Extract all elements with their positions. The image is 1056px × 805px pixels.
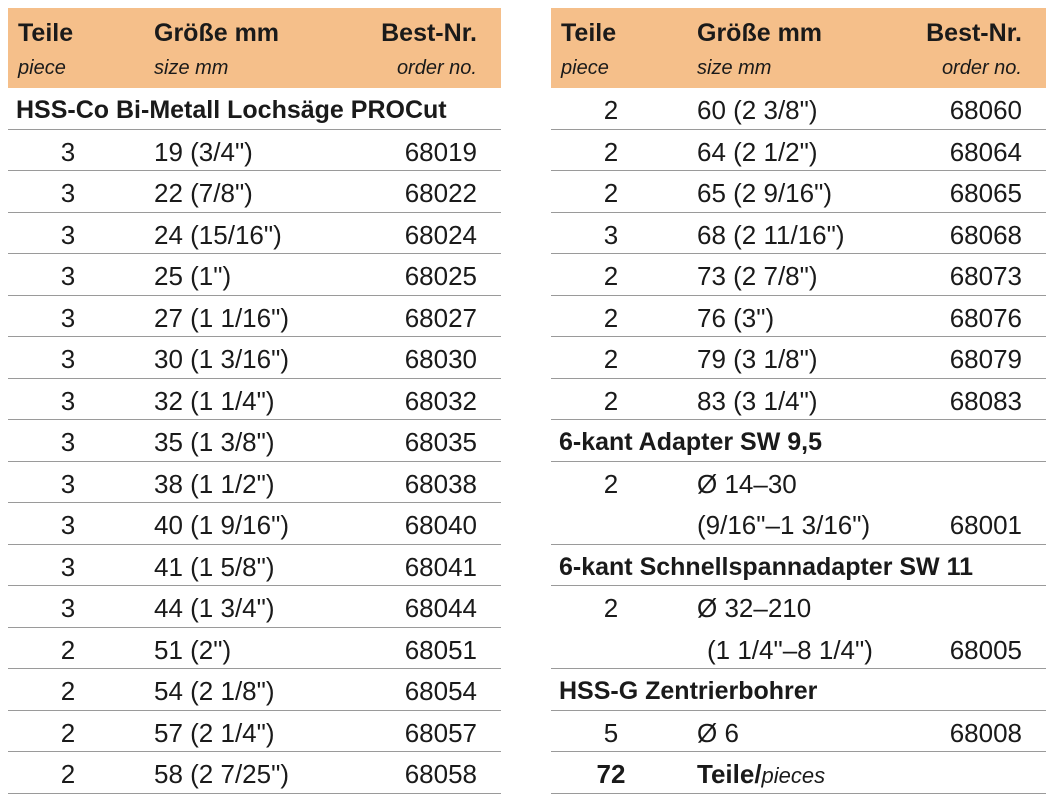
table-row bbox=[551, 296, 1046, 338]
qty-cell: 3 bbox=[60, 468, 76, 499]
order-cell: 68032 bbox=[404, 385, 477, 416]
table-row bbox=[8, 379, 501, 421]
order-cell: 68079 bbox=[949, 344, 1022, 374]
order-cell: 68060 bbox=[949, 95, 1022, 125]
order-cell: 68057 bbox=[404, 717, 477, 748]
qty-cell: 3 bbox=[60, 302, 76, 333]
total-label-en: pieces bbox=[761, 763, 826, 788]
table-row bbox=[8, 337, 501, 379]
order-cell: 68058 bbox=[404, 759, 477, 789]
qty-cell: 3 bbox=[60, 344, 76, 374]
table-row bbox=[8, 130, 501, 172]
header-order: Best-Nr. bbox=[381, 19, 477, 47]
size-cell: 60 (2 3/8") bbox=[697, 95, 818, 125]
order-cell: 68005 bbox=[949, 634, 1022, 665]
table-row bbox=[8, 213, 501, 255]
size-cell: (9/16"–1 3/16") bbox=[697, 510, 871, 540]
table-row bbox=[551, 586, 1046, 628]
section-title: 6-kant Schnellspannadapter SW 11 bbox=[559, 552, 974, 581]
table-row bbox=[551, 88, 1046, 130]
qty-cell: 3 bbox=[60, 593, 76, 623]
table-row bbox=[8, 586, 501, 628]
size-cell: 38 (1 1/2") bbox=[154, 468, 275, 499]
header-size: Größe mm bbox=[697, 19, 823, 47]
qty-cell: 3 bbox=[603, 219, 619, 250]
header-qty-sub: piece bbox=[561, 57, 609, 79]
table-row bbox=[8, 462, 501, 504]
order-cell: 68044 bbox=[404, 593, 477, 623]
size-cell: 57 (2 1/4") bbox=[154, 717, 275, 748]
qty-cell: 2 bbox=[603, 468, 619, 499]
qty-cell: 3 bbox=[60, 551, 76, 582]
size-cell: Ø 32–210 bbox=[697, 593, 812, 623]
section-row bbox=[551, 545, 1046, 587]
section-title: 6-kant Adapter SW 9,5 bbox=[559, 428, 823, 456]
qty-cell: 5 bbox=[603, 717, 619, 748]
parts-table-right bbox=[551, 8, 1046, 794]
qty-cell: 3 bbox=[60, 261, 76, 291]
table-row bbox=[551, 130, 1046, 172]
qty-cell: 3 bbox=[60, 136, 76, 167]
qty-cell: 2 bbox=[603, 136, 619, 167]
table-row bbox=[8, 752, 501, 794]
table-row bbox=[551, 379, 1046, 421]
section-row bbox=[551, 669, 1046, 711]
qty-cell: 2 bbox=[60, 634, 76, 665]
size-cell: 27 (1 1/16") bbox=[154, 302, 289, 333]
order-cell: 68022 bbox=[404, 178, 477, 208]
order-cell: 68065 bbox=[949, 178, 1022, 208]
total-qty: 72 bbox=[596, 759, 626, 789]
size-cell: 73 (2 7/8") bbox=[697, 261, 818, 291]
qty-cell: 3 bbox=[60, 427, 76, 457]
qty-cell: 2 bbox=[603, 178, 619, 208]
size-cell: 24 (15/16") bbox=[154, 219, 282, 250]
size-cell: 35 (1 3/8") bbox=[154, 427, 275, 457]
order-cell: 68064 bbox=[949, 136, 1022, 167]
table-row bbox=[551, 171, 1046, 213]
section-row bbox=[8, 88, 501, 130]
order-cell: 68008 bbox=[949, 717, 1022, 748]
order-cell: 68073 bbox=[949, 261, 1022, 291]
size-cell: (1 1/4"–8 1/4") bbox=[707, 634, 873, 665]
order-cell: 68083 bbox=[949, 385, 1022, 416]
size-cell: 64 (2 1/2") bbox=[697, 136, 818, 167]
section-row bbox=[551, 420, 1046, 462]
table-row bbox=[551, 628, 1046, 670]
parts-table-left bbox=[8, 8, 501, 794]
table-row bbox=[8, 296, 501, 338]
size-cell: 54 (2 1/8") bbox=[154, 676, 275, 706]
order-cell: 68041 bbox=[404, 551, 477, 582]
qty-cell: 2 bbox=[603, 261, 619, 291]
table-row bbox=[551, 711, 1046, 753]
size-cell: Ø 6 bbox=[697, 717, 739, 748]
size-cell: 22 (7/8") bbox=[154, 178, 253, 208]
table-row bbox=[551, 462, 1046, 504]
qty-cell: 2 bbox=[603, 593, 619, 623]
qty-cell: 2 bbox=[603, 95, 619, 125]
total-label-de: Teile/ bbox=[697, 759, 762, 789]
header-size-sub: size mm bbox=[154, 57, 229, 79]
total-label bbox=[697, 760, 825, 790]
header-size-sub: size mm bbox=[697, 57, 772, 79]
order-cell: 68076 bbox=[949, 302, 1022, 333]
table-row bbox=[551, 337, 1046, 379]
size-cell: 76 (3") bbox=[697, 302, 775, 333]
table-row bbox=[551, 213, 1046, 255]
qty-cell: 2 bbox=[60, 759, 76, 789]
qty-cell: 2 bbox=[603, 344, 619, 374]
qty-cell: 2 bbox=[603, 385, 619, 416]
size-cell: 41 (1 5/8") bbox=[154, 551, 275, 582]
order-cell: 68051 bbox=[404, 634, 477, 665]
table-row bbox=[551, 254, 1046, 296]
size-cell: 30 (1 3/16") bbox=[154, 344, 289, 374]
size-cell: 79 (3 1/8") bbox=[697, 344, 818, 374]
table-row bbox=[8, 545, 501, 587]
qty-cell: 2 bbox=[60, 717, 76, 748]
order-cell: 68054 bbox=[404, 676, 477, 706]
header-order-sub: order no. bbox=[941, 57, 1022, 79]
order-cell: 68027 bbox=[404, 302, 477, 333]
size-cell: 44 (1 3/4") bbox=[154, 593, 275, 623]
size-cell: 25 (1") bbox=[154, 261, 232, 291]
qty-cell: 3 bbox=[60, 385, 76, 416]
table-row bbox=[551, 503, 1046, 545]
header-qty: Teile bbox=[561, 19, 617, 47]
table-row bbox=[8, 254, 501, 296]
order-cell: 68035 bbox=[404, 427, 477, 457]
table-row bbox=[8, 669, 501, 711]
size-cell: 65 (2 9/16") bbox=[697, 178, 832, 208]
table-row bbox=[8, 711, 501, 753]
table-row bbox=[8, 420, 501, 462]
order-cell: 68038 bbox=[404, 468, 477, 499]
total-row bbox=[551, 752, 1046, 794]
order-cell: 68025 bbox=[404, 261, 477, 291]
size-cell: 40 (1 9/16") bbox=[154, 510, 289, 540]
qty-cell: 2 bbox=[603, 302, 619, 333]
order-cell: 68019 bbox=[404, 136, 477, 167]
header-order: Best-Nr. bbox=[926, 19, 1022, 47]
order-cell: 68068 bbox=[949, 219, 1022, 250]
table-header bbox=[8, 8, 501, 88]
header-order-sub: order no. bbox=[396, 57, 477, 79]
order-cell: 68040 bbox=[404, 510, 477, 540]
qty-cell: 3 bbox=[60, 219, 76, 250]
section-title: HSS-Co Bi-Metall Lochsäge PROCut bbox=[16, 96, 447, 124]
qty-cell: 3 bbox=[60, 178, 76, 208]
qty-cell: 3 bbox=[60, 510, 76, 540]
qty-cell: 2 bbox=[60, 676, 76, 706]
order-cell: 68024 bbox=[404, 219, 477, 250]
table-header bbox=[551, 8, 1046, 88]
size-cell: 51 (2") bbox=[154, 634, 232, 665]
header-qty-sub: piece bbox=[18, 57, 66, 79]
size-cell: 19 (3/4") bbox=[154, 136, 253, 167]
table-row bbox=[8, 171, 501, 213]
header-qty: Teile bbox=[18, 19, 74, 47]
size-cell: 32 (1 1/4") bbox=[154, 385, 275, 416]
size-cell: 83 (3 1/4") bbox=[697, 385, 818, 416]
table-row bbox=[8, 503, 501, 545]
order-cell: 68030 bbox=[404, 344, 477, 374]
size-cell: 58 (2 7/25") bbox=[154, 759, 289, 789]
section-title: HSS-G Zentrierbohrer bbox=[559, 677, 818, 705]
size-cell: 68 (2 11/16") bbox=[697, 219, 845, 250]
table-row bbox=[8, 628, 501, 670]
order-cell: 68001 bbox=[949, 510, 1022, 540]
size-cell: Ø 14–30 bbox=[697, 468, 797, 499]
header-size: Größe mm bbox=[154, 19, 280, 47]
